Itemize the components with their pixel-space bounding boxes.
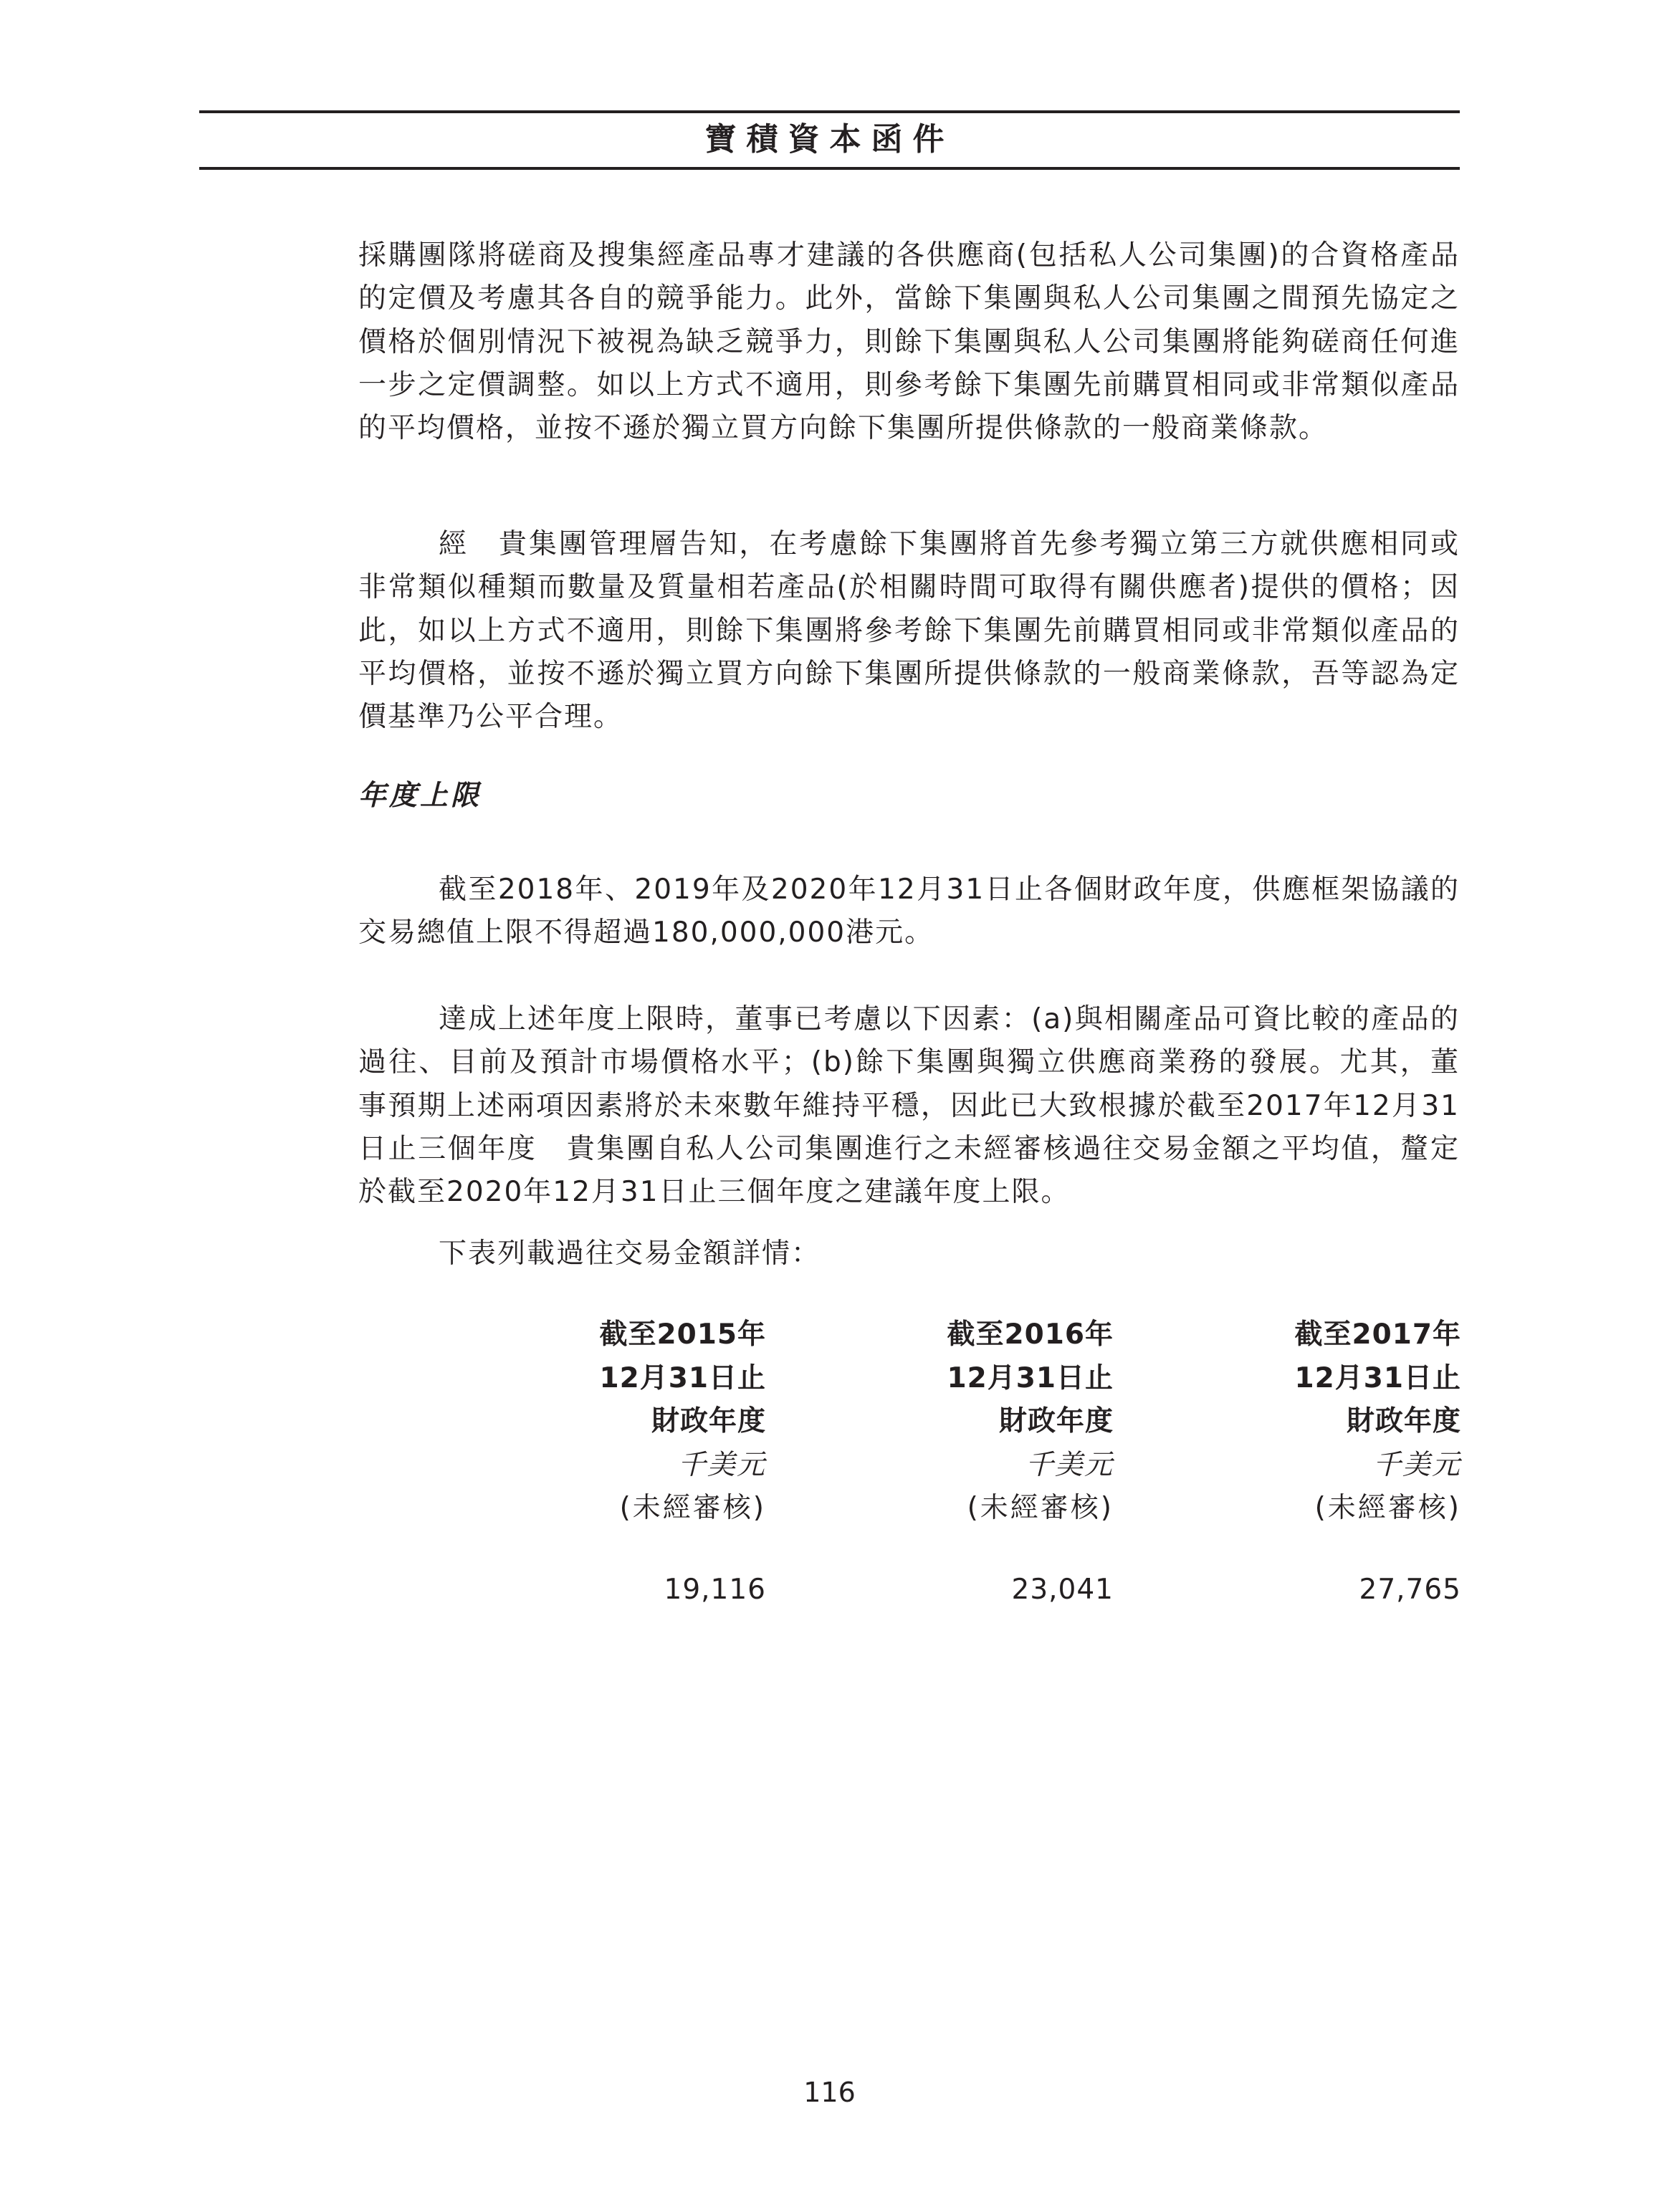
column-header-period: 財政年度 — [1346, 1405, 1461, 1437]
paragraph-table-intro: 下表列載過往交易金額詳情： — [439, 1237, 821, 1270]
column-amount-value: 27,765 — [1359, 1573, 1461, 1606]
column-unit: 千美元 — [1025, 1448, 1114, 1481]
letter-header-title: 寶積資本函件 — [704, 121, 955, 158]
column-header-date: 12月31日止 — [947, 1361, 1114, 1394]
header-top-rule — [199, 110, 1460, 113]
column-header-date: 12月31日止 — [599, 1361, 766, 1394]
paragraph-cap-factors: 達成上述年度上限時，董事已考慮以下因素：(a)與相關產品可資比較的產品的過往、目前及預計市場價格水平；(b)餘下集團與獨立供應商業務的發展。尤其，董事預期上述兩項因素將於未來數年維持平穩，因此已大致根據於截至2017年12月31日止三個年度 貴集團自私人公司集團進行之未經審核過往交易金額之平均值，釐定於截至2020年12月31日止三個年度之建議年度上限。 — [358, 1003, 1460, 1209]
column-audit-status: (未經審核) — [967, 1492, 1114, 1524]
column-header-year: 截至2015年 — [599, 1318, 766, 1351]
paragraph-pricing-basis-opinion: 經 貴集團管理層告知，在考慮餘下集團將首先參考獨立第三方就供應相同或非常類似種類而數量及質量相若產品(於相關時間可取得有關供應者)提供的價格；因此，如以上方式不適用，則餘下集團將參考餘下集團先前購買相同或非常類似產品的平均價格，並按不遜於獨立買方向餘下集團所提供條款的一般商業條款，吾等認為定價基準乃公平合理。 — [358, 528, 1460, 734]
paragraph-annual-cap-amount: 截至2018年、2019年及2020年12月31日止各個財政年度，供應框架協議的交易總值上限不得超過180,000,000港元。 — [358, 873, 1460, 949]
column-header-year: 截至2016年 — [947, 1318, 1114, 1351]
column-audit-status: (未經審核) — [619, 1492, 766, 1524]
column-unit: 千美元 — [1372, 1448, 1461, 1481]
column-header-period: 財政年度 — [651, 1405, 766, 1437]
column-header-period: 財政年度 — [998, 1405, 1114, 1437]
paragraph-procurement-pricing: 採購團隊將磋商及搜集經產品專才建議的各供應商(包括私人公司集團)的合資格產品的定價及考慮其各自的競爭能力。此外，當餘下集團與私人公司集團之間預先協定之價格於個別情況下被視為缺乏競爭力，則餘下集團與私人公司集團將能夠磋商任何進一步之定價調整。如以上方式不適用，則參考餘下集團先前購買相同或非常類似產品的平均價格，並按不遜於獨立買方向餘下集團所提供條款的一般商業條款。 — [358, 239, 1460, 445]
column-amount-value: 23,041 — [1011, 1573, 1114, 1606]
header-bottom-rule — [199, 167, 1460, 170]
section-heading-annual-caps: 年度上限 — [358, 780, 482, 812]
column-header-year: 截至2017年 — [1294, 1318, 1461, 1351]
historical-amount-column-2017 — [1089, 1313, 1461, 1612]
historical-amount-column-2015 — [393, 1313, 766, 1612]
column-header-date: 12月31日止 — [1294, 1361, 1461, 1394]
historical-amount-column-2016 — [741, 1313, 1114, 1612]
column-audit-status: (未經審核) — [1314, 1492, 1461, 1524]
column-amount-value: 19,116 — [664, 1573, 766, 1606]
page-number: 116 — [803, 2077, 856, 2108]
column-unit: 千美元 — [677, 1448, 766, 1481]
